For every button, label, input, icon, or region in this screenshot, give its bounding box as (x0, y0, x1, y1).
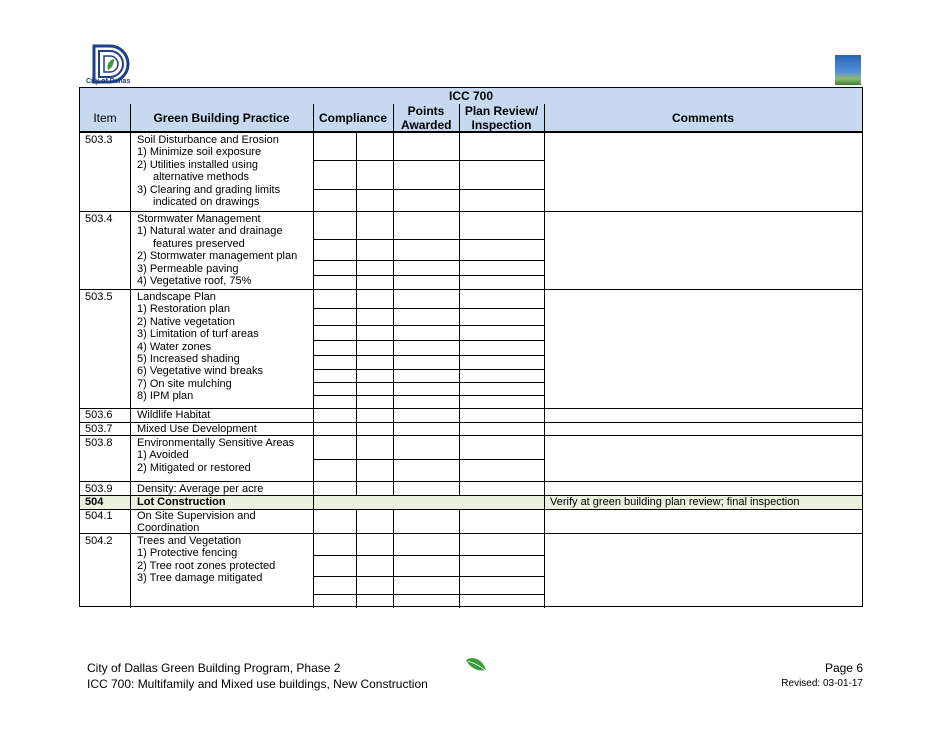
practice-503-6: Wildlife Habitat (137, 409, 211, 421)
header-practice: Green Building Practice (130, 104, 313, 132)
practice-503-4: Stormwater Management 1) Natural water and drainage features preserved 2) Stormwater management plan 3) Permeable paving 4) Vegetative roof, 75% (137, 213, 298, 288)
header-points: Points Awarded (393, 104, 459, 132)
item-504-1: 504.1 (85, 510, 113, 522)
practice-504: Lot Construction (137, 496, 226, 508)
practice-503-3: Soil Disturbance and Erosion 1) Minimize soil exposure 2) Utilities installed using alternative methods 3) Clearing and grading limits indicated on drawings (137, 134, 281, 209)
leaf-icon (464, 656, 488, 674)
item-503-6: 503.6 (85, 409, 113, 421)
icc700-table (79, 87, 863, 607)
item-503-3: 503.3 (85, 134, 113, 146)
item-503-7: 503.7 (85, 423, 113, 435)
header-comments: Comments (544, 104, 862, 132)
header-plan-review: Plan Review/ Inspection (459, 104, 544, 132)
footer-scope: ICC 700: Multifamily and Mixed use buildings, New Construction (87, 677, 428, 691)
practice-503-7: Mixed Use Development (137, 423, 257, 435)
practice-504-2: Trees and Vegetation 1) Protective fencing 2) Tree root zones protected 3) Tree damage mitigated (137, 535, 276, 585)
header-compliance: Compliance (313, 104, 393, 132)
practice-503-5: Landscape Plan 1) Restoration plan 2) Native vegetation 3) Limitation of turf areas 4) Water zones 5) Increased shading 6) Vegetative wind breaks 7) On site mulching 8) IPM plan (137, 291, 263, 403)
item-503-4: 503.4 (85, 213, 113, 225)
comment-504: Verify at green building plan review; final inspection (550, 496, 800, 508)
footer-program: City of Dallas Green Building Program, Phase 2 (87, 661, 341, 675)
header-item: Item (80, 104, 130, 132)
item-503-9: 503.9 (85, 483, 113, 495)
cover-thumbnail (835, 55, 861, 85)
table-title: ICC 700 (80, 88, 862, 105)
footer-revised: Revised: 03-01-17 (781, 678, 863, 689)
practice-503-8: Environmentally Sensitive Areas 1) Avoided 2) Mitigated or restored (137, 437, 295, 474)
practice-504-1: On Site Supervision and Coordination (137, 510, 256, 535)
item-503-5: 503.5 (85, 291, 113, 303)
logo-text: City of Dallas (86, 78, 131, 85)
practice-503-9: Density: Average per acre (137, 483, 264, 495)
item-503-8: 503.8 (85, 437, 113, 449)
item-504: 504 (85, 496, 104, 508)
footer-page: Page 6 (824, 661, 863, 675)
item-504-2: 504.2 (85, 535, 113, 547)
